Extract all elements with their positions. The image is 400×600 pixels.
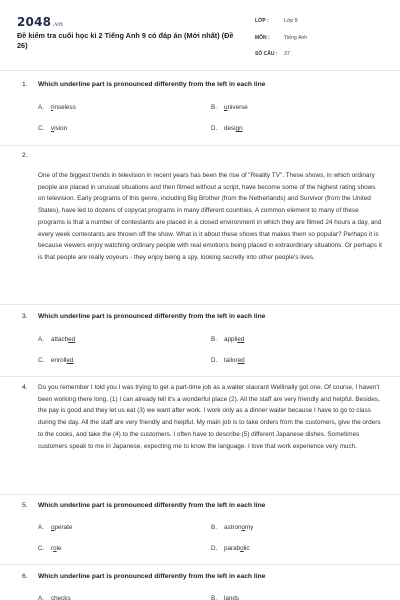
question-6-prompt bbox=[22, 572, 265, 582]
question-text: Which underline part is pronounced differently from the left in each line bbox=[38, 81, 266, 88]
option-d[interactable]: D. design bbox=[211, 125, 243, 132]
option-b[interactable]: B. lands bbox=[211, 595, 240, 600]
question-4-number: 4. bbox=[22, 384, 28, 391]
option-a[interactable]: A. attached bbox=[38, 336, 76, 343]
option-b[interactable]: B. applied bbox=[211, 336, 245, 343]
question-text: Which underline part is pronounced differently from the left in each line bbox=[38, 313, 266, 320]
question-number: 5. bbox=[22, 502, 28, 509]
meta-row-count bbox=[255, 48, 385, 60]
question-divider bbox=[0, 376, 400, 377]
site-logo[interactable] bbox=[17, 15, 63, 29]
meta-value: 37 bbox=[284, 51, 290, 57]
option-c[interactable]: C. role bbox=[38, 545, 62, 552]
meta-label: MÔN : bbox=[255, 34, 270, 41]
meta-row-class bbox=[255, 15, 385, 27]
meta-row-subject bbox=[255, 32, 385, 44]
logo-text: 2048 bbox=[17, 15, 52, 29]
meta-value: Tiếng Anh bbox=[284, 34, 308, 41]
question-3-prompt bbox=[22, 312, 265, 322]
meta-value: Lớp 9 bbox=[284, 18, 298, 24]
meta-label: LỚP : bbox=[255, 18, 269, 24]
question-number: 3. bbox=[22, 313, 28, 320]
logo-tld: .vn bbox=[52, 21, 64, 28]
option-a[interactable]: A. checks bbox=[38, 595, 71, 600]
meta-label: SỐ CÂU : bbox=[255, 51, 278, 57]
option-d[interactable]: D. parabolic bbox=[211, 545, 250, 552]
document-meta bbox=[255, 15, 385, 65]
document-title: Đề kiểm tra cuối học kì 2 Tiếng Anh 9 có đáp án (Mới nhất) (Đề 26) bbox=[17, 31, 234, 50]
question-4-passage: Do you remember I told you I was trying to get a part-time job as a waiter staurant Wellinally got one. Of course, I haven't been working there long, (1) I can already tell it's a wonderful place (2). All the staff are very friendly and helpful. Besides, the pay is good and they let us eat (3) we want after work. I work only as a dinner waiter because I have to go to class during the day. All the staff are very friendly and helpful. My main job is to take orders from the customers, give the orders to the cooks, and take the (4) to the customers. I often have to describe (5) different Japanese dishes. Sometimes customers speak to me in Japanese, expecting me to know the language. I love that work experience very much. bbox=[38, 384, 381, 450]
option-b[interactable]: B. universe bbox=[211, 104, 248, 111]
option-d[interactable]: D. tailored bbox=[211, 357, 245, 364]
question-divider bbox=[0, 304, 400, 305]
option-a[interactable]: A. operate bbox=[38, 524, 73, 531]
option-c[interactable]: C. vision bbox=[38, 125, 68, 132]
option-c[interactable]: C. enrolled bbox=[38, 357, 74, 364]
question-text: Which underline part is pronounced differently from the left in each line bbox=[38, 573, 266, 580]
question-divider bbox=[0, 564, 400, 565]
question-divider bbox=[0, 145, 400, 146]
question-divider bbox=[0, 494, 400, 495]
question-number: 6. bbox=[22, 573, 28, 580]
option-a[interactable]: A. rinseless bbox=[38, 104, 76, 111]
question-text: Which underline part is pronounced differently from the left in each line bbox=[38, 502, 266, 509]
question-2-passage: One of the biggest trends in television in recent years has been the rise of "Reality TV". These shows, in which ordinary people are placed in unusual situations and then filmed without a script, have become some of the highest rating shows on television. Early programs of this genre, including Big Brother (from the Netherlands) and Survivor (from the United States), have led to dozens of copycat programs in many different countries. A common element to many of these programs is that a number of contestants are placed in a closed environment in which they are filmed 24 hours a day, and every week contestants are thrown off the show. What is it about these shows that makes them so popular? Perhaps it is because viewers enjoy watching ordinary people with real emotions being placed in extraordinary situations. Or perhaps it is that people are really voyeurs - they enjoy being a spy, looking secretly into other people's lives. bbox=[38, 172, 382, 261]
question-5-prompt bbox=[22, 501, 265, 511]
question-number: 1. bbox=[22, 81, 28, 88]
header-divider bbox=[0, 70, 400, 71]
document-header bbox=[0, 0, 400, 66]
question-1-prompt bbox=[22, 80, 265, 90]
question-2-number: 2. bbox=[22, 152, 28, 159]
option-b[interactable]: B. astronomy bbox=[211, 524, 254, 531]
